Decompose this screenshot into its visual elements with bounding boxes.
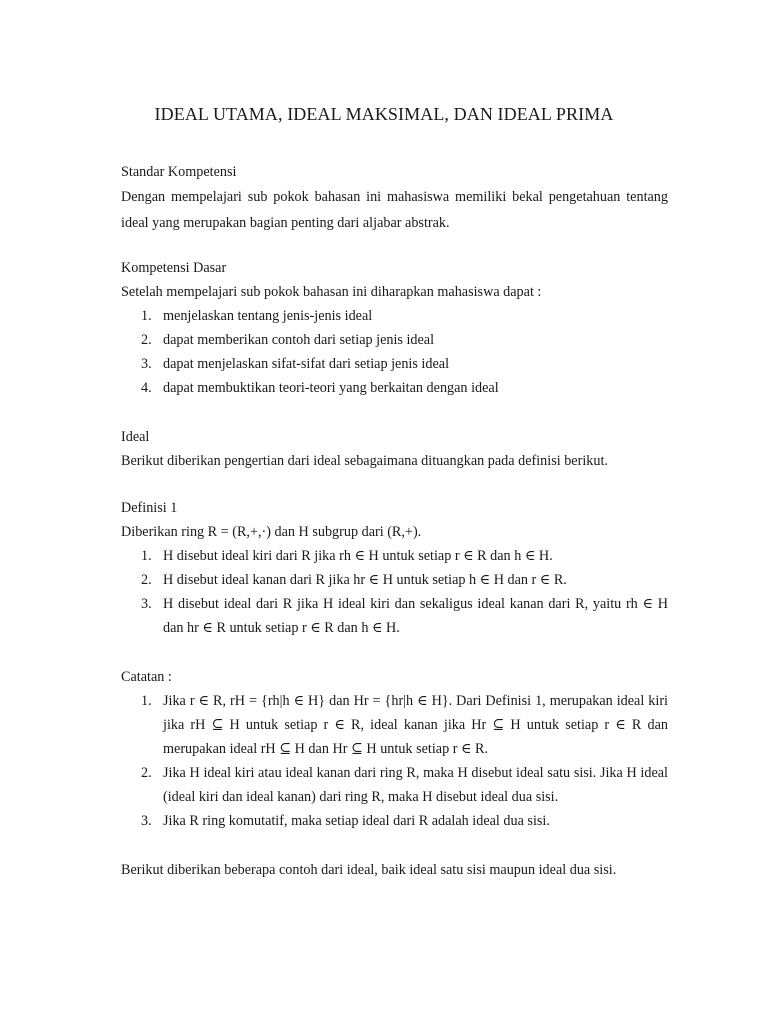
definition-list — [121, 544, 668, 640]
list-number: 4. — [141, 380, 152, 396]
list-item — [121, 592, 668, 640]
list-text: dapat menjelaskan sifat-sifat dari setiap jenis ideal — [163, 356, 450, 372]
section-heading: Catatan : — [121, 669, 172, 685]
section-standar-kompetensi — [121, 160, 668, 236]
list-item — [121, 689, 668, 761]
list-item — [121, 376, 668, 400]
list-number: 1. — [141, 548, 152, 564]
list-item — [121, 809, 668, 833]
list-item — [121, 304, 668, 328]
section-kompetensi-dasar — [121, 256, 668, 400]
section-ideal — [121, 425, 668, 473]
competency-list — [121, 304, 668, 400]
paragraph: Berikut diberikan pengertian dari ideal sebagaimana dituangkan pada definisi berikut. — [121, 453, 608, 469]
section-heading: Kompetensi Dasar — [121, 260, 227, 276]
list-text: menjelaskan tentang jenis-jenis ideal — [163, 308, 373, 324]
list-number: 3. — [141, 813, 152, 829]
list-text: H disebut ideal dari R jika H ideal kiri dan sekaligus ideal kanan dari R, yaitu rh ∈ H dan hr ∈ R untuk setiap r ∈ R dan h ∈ H. — [163, 596, 668, 636]
section-heading: Standar Kompetensi — [121, 164, 237, 180]
list-text: H disebut ideal kiri dari R jika rh ∈ H untuk setiap r ∈ R dan h ∈ H. — [163, 548, 553, 564]
list-text: Jika H ideal kiri atau ideal kanan dari ring R, maka H disebut ideal satu sisi. Jika H ideal (ideal kiri dan ideal kanan) dari ring R, maka H disebut ideal dua sisi. — [163, 765, 668, 805]
list-text: dapat memberikan contoh dari setiap jenis ideal — [163, 332, 435, 348]
list-number: 3. — [141, 596, 152, 612]
paragraph: Diberikan ring R = (R,+,·) dan H subgrup dari (R,+). — [121, 524, 422, 540]
list-item — [121, 352, 668, 376]
list-item — [121, 328, 668, 352]
paragraph: Berikut diberikan beberapa contoh dari ideal, baik ideal satu sisi maupun ideal dua sisi. — [121, 862, 617, 878]
list-item — [121, 568, 668, 592]
list-text: Jika r ∈ R, rH = {rh|h ∈ H} dan Hr = {hr|h ∈ H}. Dari Definisi 1, merupakan ideal kiri jika rH ⊆ H untuk setiap r ∈ R, ideal kanan jika Hr ⊆ H untuk setiap r ∈ R dan merupakan ideal rH ⊆ H dan Hr ⊆ H untuk setiap r ∈ R. — [163, 693, 668, 757]
list-number: 2. — [141, 572, 152, 588]
paragraph: Dengan mempelajari sub pokok bahasan ini mahasiswa memiliki bekal pengetahuan tentang ideal yang merupakan bagian penting dari aljabar abstrak. — [121, 189, 668, 231]
list-item — [121, 761, 668, 809]
list-text: Jika R ring komutatif, maka setiap ideal dari R adalah ideal dua sisi. — [163, 813, 550, 829]
section-heading: Definisi 1 — [121, 500, 178, 516]
list-number: 1. — [141, 693, 152, 709]
section-heading: Ideal — [121, 429, 150, 445]
list-item — [121, 544, 668, 568]
page-title: IDEAL UTAMA, IDEAL MAKSIMAL, DAN IDEAL PRIMA — [154, 104, 614, 124]
note-list — [121, 689, 668, 833]
list-text: H disebut ideal kanan dari R jika hr ∈ H untuk setiap h ∈ H dan r ∈ R. — [163, 572, 567, 588]
list-number: 2. — [141, 332, 152, 348]
list-number: 2. — [141, 765, 152, 781]
section-definisi-1 — [121, 496, 668, 640]
section-catatan — [121, 665, 668, 833]
paragraph: Setelah mempelajari sub pokok bahasan ini diharapkan mahasiswa dapat : — [121, 284, 542, 300]
list-number: 1. — [141, 308, 152, 324]
section-closing — [121, 858, 668, 882]
list-number: 3. — [141, 356, 152, 372]
list-text: dapat membuktikan teori-teori yang berkaitan dengan ideal — [163, 380, 499, 396]
